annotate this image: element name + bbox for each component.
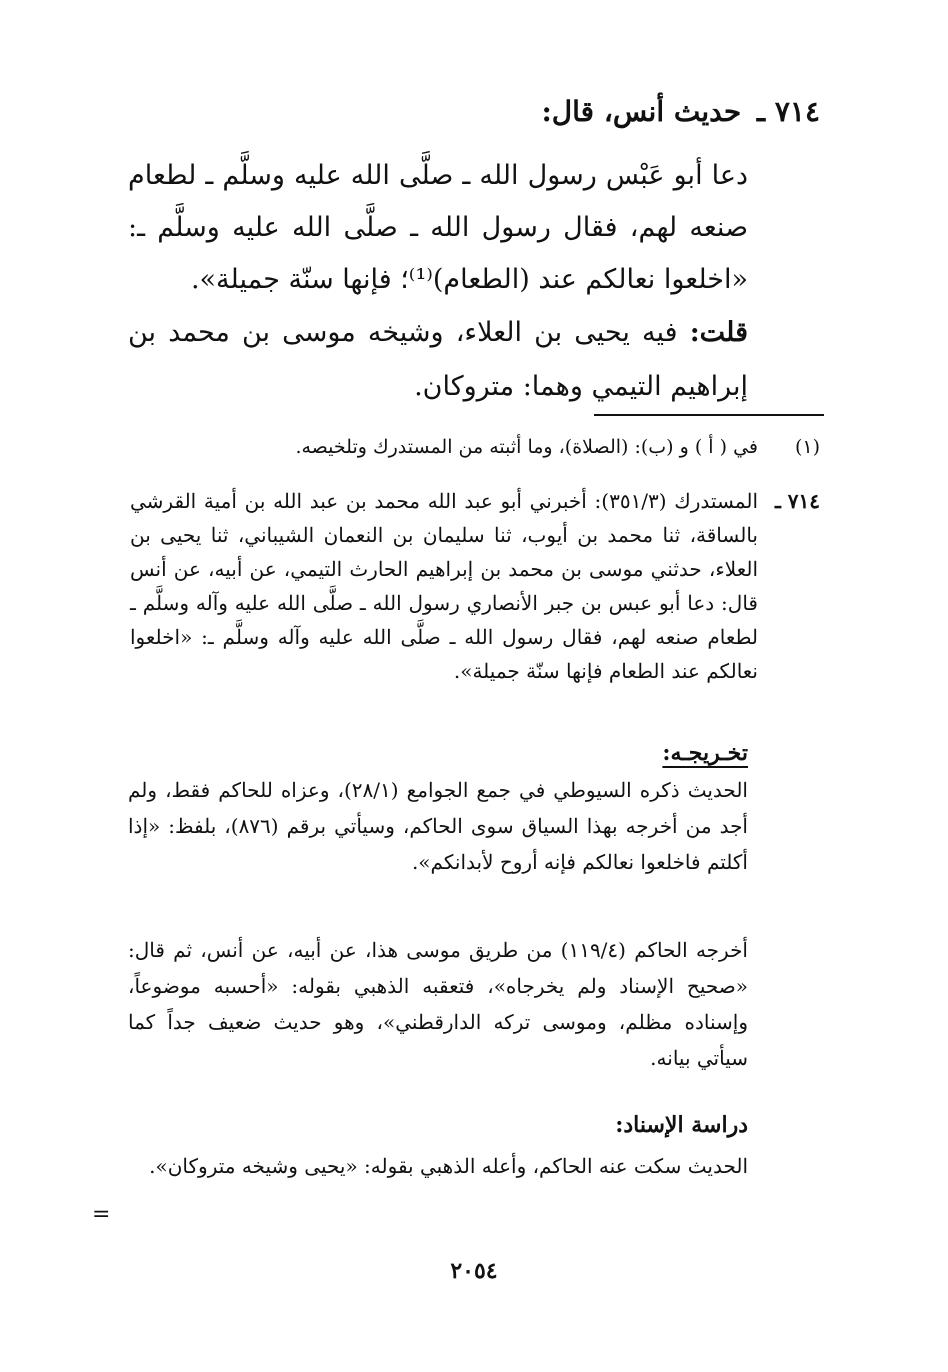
continuation-mark: = bbox=[92, 1202, 111, 1227]
footnote-separator bbox=[594, 414, 824, 416]
isnad-heading: دراسة الإسناد: bbox=[615, 1112, 748, 1138]
page-number: ٢٠٥٤ bbox=[450, 1258, 498, 1284]
hadith-number: ٧١٤ ـ bbox=[756, 95, 820, 128]
isnad-text: الحديث سكت عنه الحاكم، وأعله الذهبي بقوله: «يحيى وشيخه متروكان». bbox=[149, 1154, 748, 1178]
takhrij-paragraph-2: أخرجه الحاكم (١١٩/٤) من طريق موسى هذا، عن أبيه، عن أنس، ثم قال: «صحيح الإسناد ولم يخرجاه»، فتعقبه الذهبي بقوله: «أحسبه موضوعاً، وإسناده مظلم، وموسى تركه الدارقطني»، وهو حديث ضعيف جداً كما سيأتي بيانه. bbox=[128, 938, 748, 1070]
source-text: المستدرك (٣٥١/٣): أخبرني أبو عبد الله محمد بن عبد الله بن أمية القرشي بالساقة، ثنا محمد بن أيوب، ثنا سليمان بن النعمان الشيباني، ثنا يحيى بن العلاء، حدثني موسى بن محمد بن إبراهيم الحارث التيمي، عن أبيه، عن أنس قال: دعا أبو عبس بن جبر الأنصاري رسول الله ـ صلَّى الله عليه وآله وسلَّم ـ لطعام صنعه لهم، فقال رسول الله ـ صلَّى الله عليه وآله وسلَّم ـ: «اخلعوا نعالكم عند الطعام فإنها سنّة جميلة». bbox=[130, 489, 759, 683]
source-number: ٧١٤ ـ bbox=[774, 489, 820, 513]
hadith-heading bbox=[130, 92, 820, 132]
takhrij-paragraph-1: الحديث ذكره السيوطي في جمع الجوامع (٢٨/١)، وعزاه للحاكم فقط، ولم أجد من أخرجه بهذا السياق سوى الحاكم، وسيأتي برقم (٨٧٦)، بلفظ: «إذا أكلتم فاخلعوا نعالكم فإنه أروح لأبدانكم». bbox=[128, 778, 748, 874]
source-entry bbox=[130, 484, 820, 688]
hadith-text: دعا أبو عَبْس رسول الله ـ صلَّى الله عليه وسلَّم ـ لطعام صنعه لهم، فقال رسول الله ـ صلَّى الله عليه وسلَّم ـ: «اخلعوا نعالكم عند (الطعام)⁽¹⁾؛ فإنها سنّة جميلة». bbox=[128, 160, 748, 295]
footnote-text: في ( أ ) و (ب): (الصلاة)، وما أثبته من المستدرك وتلخيصه. bbox=[295, 436, 758, 458]
comment-lead: قلت: bbox=[689, 317, 749, 348]
footnote-number: (١) bbox=[794, 436, 820, 458]
author-comment bbox=[128, 306, 748, 414]
takhrij-heading: تخـريجـه: bbox=[662, 740, 748, 766]
comment-text: فيه يحيى بن العلاء، وشيخه موسى بن محمد بن إبراهيم التيمي وهما: متروكان. bbox=[128, 317, 748, 402]
footnote bbox=[130, 430, 820, 464]
hadith-title: حديث أنس، قال: bbox=[541, 95, 742, 128]
